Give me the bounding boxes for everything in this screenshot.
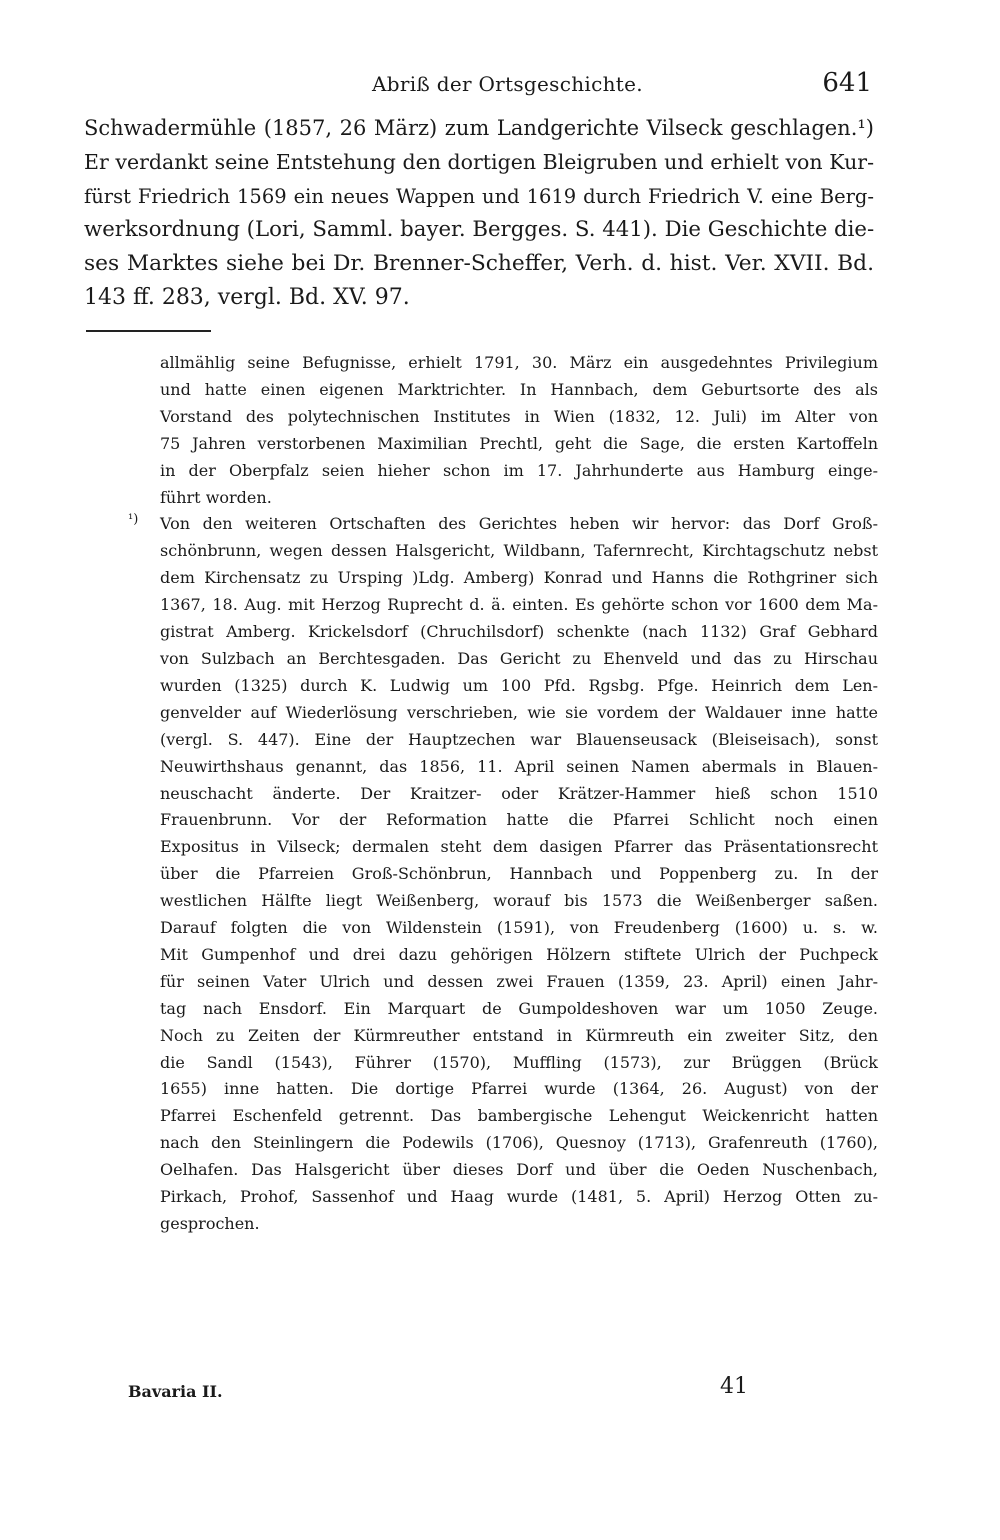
footnote-line: westlichen Hälfte liegt Weißenberg, worauf bis 1573 die Weißenberger saßen. bbox=[160, 891, 878, 911]
footnote-line: Expositus in Vilseck; dermalen steht dem dasigen Pfarrer das Präsentationsrecht bbox=[160, 837, 878, 857]
footnote-line: tag nach Ensdorf. Ein Marquart de Gumpoldeshoven war um 1050 Zeuge. bbox=[160, 998, 878, 1018]
footnote-line: von Sulzbach an Berchtesgaden. Das Gericht zu Ehenveld und das zu Hirschau bbox=[160, 648, 878, 668]
footnote-line: schönbrunn, wegen dessen Halsgericht, Wildbann, Tafernrecht, Kirchtagschutz nebst bbox=[160, 541, 878, 561]
footnote-line: Noch zu Zeiten der Kürmreuther entstand in Kürmreuth ein zweiter Sitz, den bbox=[160, 1025, 878, 1045]
text-line: Er verdankt seine Entstehung den dortigen Bleigruben und erhielt von Kur- bbox=[84, 149, 874, 174]
footnote-line: über die Pfarreien Groß-Schönbrun, Hannbach und Poppenberg zu. In der bbox=[160, 864, 878, 884]
footnote-line: und hatte einen eigenen Marktrichter. In Hannbach, dem Geburtsorte des als bbox=[160, 379, 878, 399]
footnote-line: gesprochen. bbox=[160, 1214, 260, 1233]
footnote-line: Frauenbrunn. Vor der Reformation hatte die Pfarrei Schlicht noch einen bbox=[160, 810, 878, 830]
footnote-line: 1367, 18. Aug. mit Herzog Ruprecht d. ä. einten. Es gehörte schon vor 1600 dem Ma- bbox=[160, 595, 878, 615]
page-number: 641 bbox=[822, 68, 872, 98]
footnote-line: 1655) inne hatten. Die dortige Pfarrei wurde (1364, 26. August) von der bbox=[160, 1079, 878, 1099]
sheet-number: 41 bbox=[720, 1374, 748, 1399]
footnote-line: genvelder auf Wiederlösung verschrieben, wie sie vordem der Waldauer inne hatte bbox=[160, 702, 878, 722]
footnote-continuation bbox=[160, 350, 878, 511]
signature-mark: Bavaria II. bbox=[128, 1382, 223, 1401]
footnote-line: allmählig seine Befugnisse, erhielt 1791, 30. März ein ausgedehntes Privilegium bbox=[160, 353, 878, 372]
footnote-separator bbox=[86, 330, 211, 332]
footnote-line: Oelhafen. Das Halsgericht über dieses Dorf und über die Oeden Nuschenbach, bbox=[160, 1160, 878, 1180]
footnote-line: Pirkach, Prohof, Sassenhof und Haag wurde (1481, 5. April) Herzog Otten zu- bbox=[160, 1187, 878, 1207]
footnote-line: Vorstand des polytechnischen Institutes in Wien (1832, 12. Juli) im Alter von bbox=[160, 406, 878, 426]
text-line: fürst Friedrich 1569 ein neues Wappen und 1619 durch Friedrich V. eine Berg- bbox=[84, 184, 874, 208]
footnote-line: gistrat Amberg. Krickelsdorf (Chruchilsdorf) schenkte (nach 1132) Graf Gebhard bbox=[160, 622, 878, 642]
text-line: Schwadermühle (1857, 26 März) zum Landgerichte Vilseck geschlagen.¹) bbox=[84, 116, 874, 140]
text-line: 143 ff. 283, vergl. Bd. XV. 97. bbox=[84, 284, 410, 310]
footnote-line: Pfarrei Eschenfeld getrennt. Das bambergische Lehengut Weickenricht hatten bbox=[160, 1106, 878, 1126]
footnote-line: Darauf folgten die von Wildenstein (1591), von Freudenberg (1600) u. s. w. bbox=[160, 918, 878, 938]
footnote-line: Neuwirthshaus genannt, das 1856, 11. April seinen Namen abermals in Blauen- bbox=[160, 756, 878, 776]
footnote-1 bbox=[128, 511, 878, 1237]
footnote-line: die Sandl (1543), Führer (1570), Muffling (1573), zur Brüggen (Brück bbox=[160, 1052, 878, 1072]
footnote-line: neuschacht änderte. Der Kraitzer- oder Krätzer-Hammer hieß schon 1510 bbox=[160, 783, 878, 803]
footnote-line: 75 Jahren verstorbenen Maximilian Prechtl, geht die Sage, die ersten Kartoffeln bbox=[160, 433, 878, 453]
footnote-line: für seinen Vater Ulrich und dessen zwei Frauen (1359, 23. April) einen Jahr- bbox=[160, 971, 878, 991]
running-title: Abriß der Ortsgeschichte. bbox=[372, 72, 643, 96]
footnote-line: führt worden. bbox=[160, 487, 272, 507]
text-line: ses Marktes siehe bei Dr. Brenner-Scheffer, Verh. d. hist. Ver. XVII. Bd. bbox=[84, 251, 874, 277]
text-line: werksordnung (Lori, Samml. bayer. Bergges. S. 441). Die Geschichte die- bbox=[84, 217, 875, 243]
footnote-line: Mit Gumpenhof und drei dazu gehörigen Hölzern stiftete Ulrich der Puchpeck bbox=[160, 944, 878, 964]
footnote-line: Von den weiteren Ortschaften des Gerichtes heben wir hervor: das Dorf Groß- bbox=[160, 514, 878, 534]
footnote-marker: ¹) bbox=[128, 512, 139, 528]
footnote-line: in der Oberpfalz seien hieher schon im 17. Jahrhunderte aus Hamburg einge- bbox=[160, 460, 878, 480]
footnotes-area bbox=[128, 350, 878, 1238]
footnote-line: wurden (1325) durch K. Ludwig um 100 Pfd. Rgsbg. Pfge. Heinrich dem Len- bbox=[160, 675, 878, 695]
footnote-line: (vergl. S. 447). Eine der Hauptzechen war Blauenseusack (Bleiseisach), sonst bbox=[160, 729, 878, 749]
main-text-block bbox=[84, 112, 874, 315]
footnote-line: dem Kirchensatz zu Ursping )Ldg. Amberg) Konrad und Hanns die Rothgriner sich bbox=[160, 568, 878, 588]
footnote-line: nach den Steinlingern die Podewils (1706), Quesnoy (1713), Grafenreuth (1760), bbox=[160, 1133, 878, 1153]
